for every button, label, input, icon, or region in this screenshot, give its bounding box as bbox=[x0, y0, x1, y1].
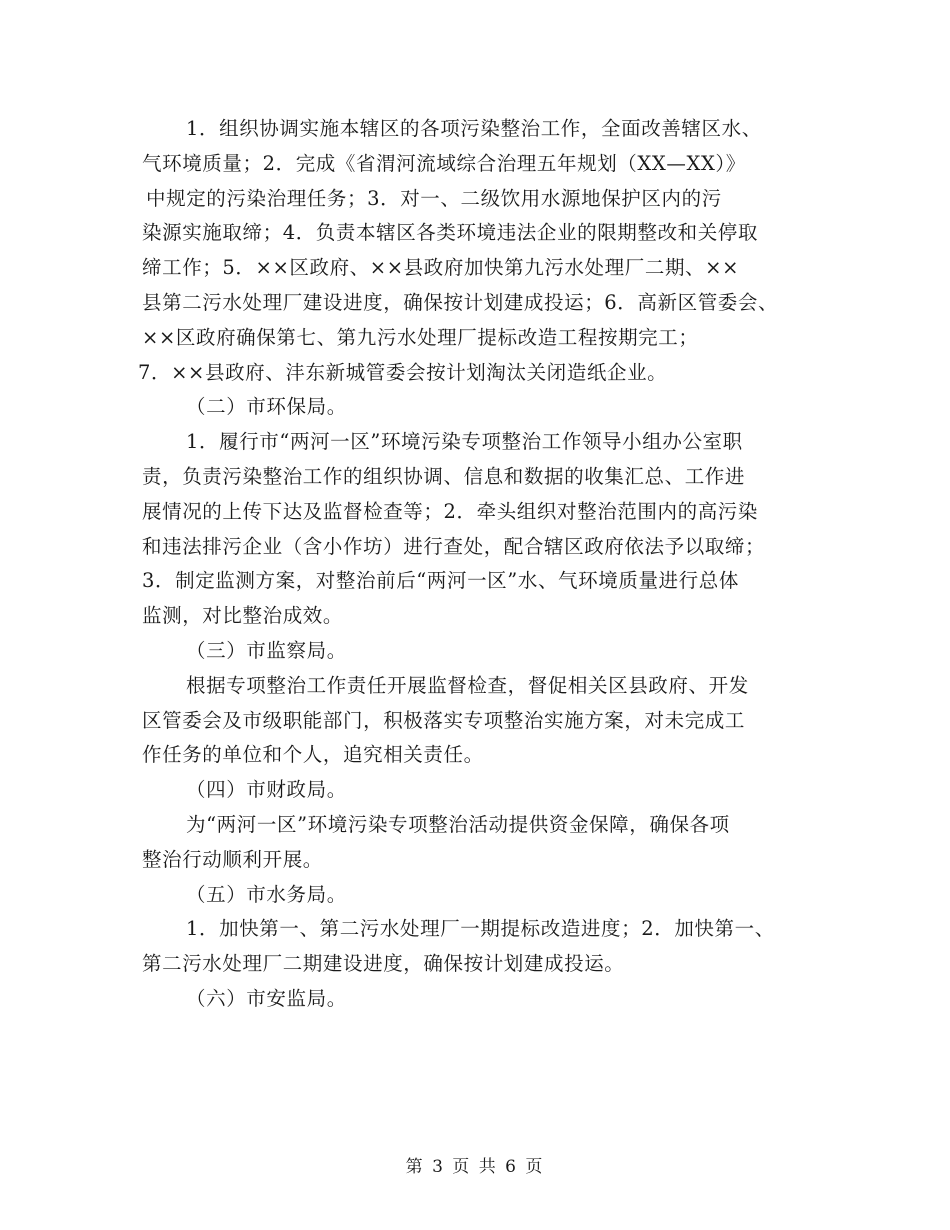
paragraph-line: 展情况的上传下达及监督检查等；2．牵头组织对整治范围内的高污染 bbox=[142, 499, 759, 523]
paragraph-line: 区管委会及市级职能部门，积极落实专项整治实施方案，对未完成工 bbox=[142, 708, 746, 732]
paragraph-line: 中规定的污染治理任务；3．对一、二级饮用水源地保护区内的污 bbox=[146, 186, 722, 210]
paragraph-line: 为“两河一区”环境污染专项整治活动提供资金保障，确保各项 bbox=[186, 812, 730, 836]
paragraph-line: 作任务的单位和个人，追究相关责任。 bbox=[142, 743, 484, 767]
page-number-footer: 第 3 页 共 6 页 bbox=[405, 1157, 545, 1177]
paragraph-line: 整治行动顺利开展。 bbox=[142, 847, 323, 871]
paragraph-line: 1．组织协调实施本辖区的各项污染整治工作，全面改善辖区水、 bbox=[186, 117, 762, 140]
section-heading: （四）市财政局。 bbox=[186, 778, 347, 802]
paragraph-line: ××区政府确保第七、第九污水处理厂提标改造工程按期完工； bbox=[142, 325, 699, 349]
section-heading: （六）市安监局。 bbox=[186, 986, 347, 1010]
section-heading: （三）市监察局。 bbox=[186, 638, 347, 662]
paragraph-line: 和违法排污企业（含小作坊）进行查处，配合辖区政府依法予以取缔； bbox=[142, 534, 766, 558]
paragraph-line: 3．制定监测方案，对整治前后“两河一区”水、气环境质量进行总体 bbox=[142, 569, 739, 593]
paragraph-line: 责，负责污染整治工作的组织协调、信息和数据的收集汇总、工作进 bbox=[142, 464, 746, 488]
paragraph-line: 气环境质量；2．完成《省渭河流域综合治理五年规划（XX—XX）》 bbox=[142, 151, 746, 175]
paragraph-line: 监测，对比整治成效。 bbox=[142, 604, 344, 628]
section-heading: （二）市环保局。 bbox=[186, 395, 347, 419]
paragraph-line: 染源实施取缔；4．负责本辖区各类环境违法企业的限期整改和关停取 bbox=[142, 221, 759, 245]
paragraph-line: 县第二污水处理厂建设进度，确保按计划建成投运；6．高新区管委会、 bbox=[142, 290, 779, 314]
paragraph-line: 1．履行市“两河一区”环境污染专项整治工作领导小组办公室职 bbox=[186, 430, 743, 454]
paragraph-line: 第二污水处理厂二期建设进度，确保按计划建成投运。 bbox=[142, 952, 625, 976]
section-heading: （五）市水务局。 bbox=[186, 882, 347, 906]
paragraph-line: 7．××县政府、沣东新城管委会按计划淘汰关闭造纸企业。 bbox=[138, 360, 668, 384]
paragraph-line: 根据专项整治工作责任开展监督检查，督促相关区县政府、开发 bbox=[186, 673, 749, 697]
paragraph-line: 1．加快第一、第二污水处理厂一期提标改造进度；2．加快第一、 bbox=[186, 917, 775, 941]
paragraph-line: 缔工作；5．××区政府、××县政府加快第九污水处理厂二期、×× bbox=[142, 256, 740, 280]
document-body bbox=[138, 112, 822, 1017]
